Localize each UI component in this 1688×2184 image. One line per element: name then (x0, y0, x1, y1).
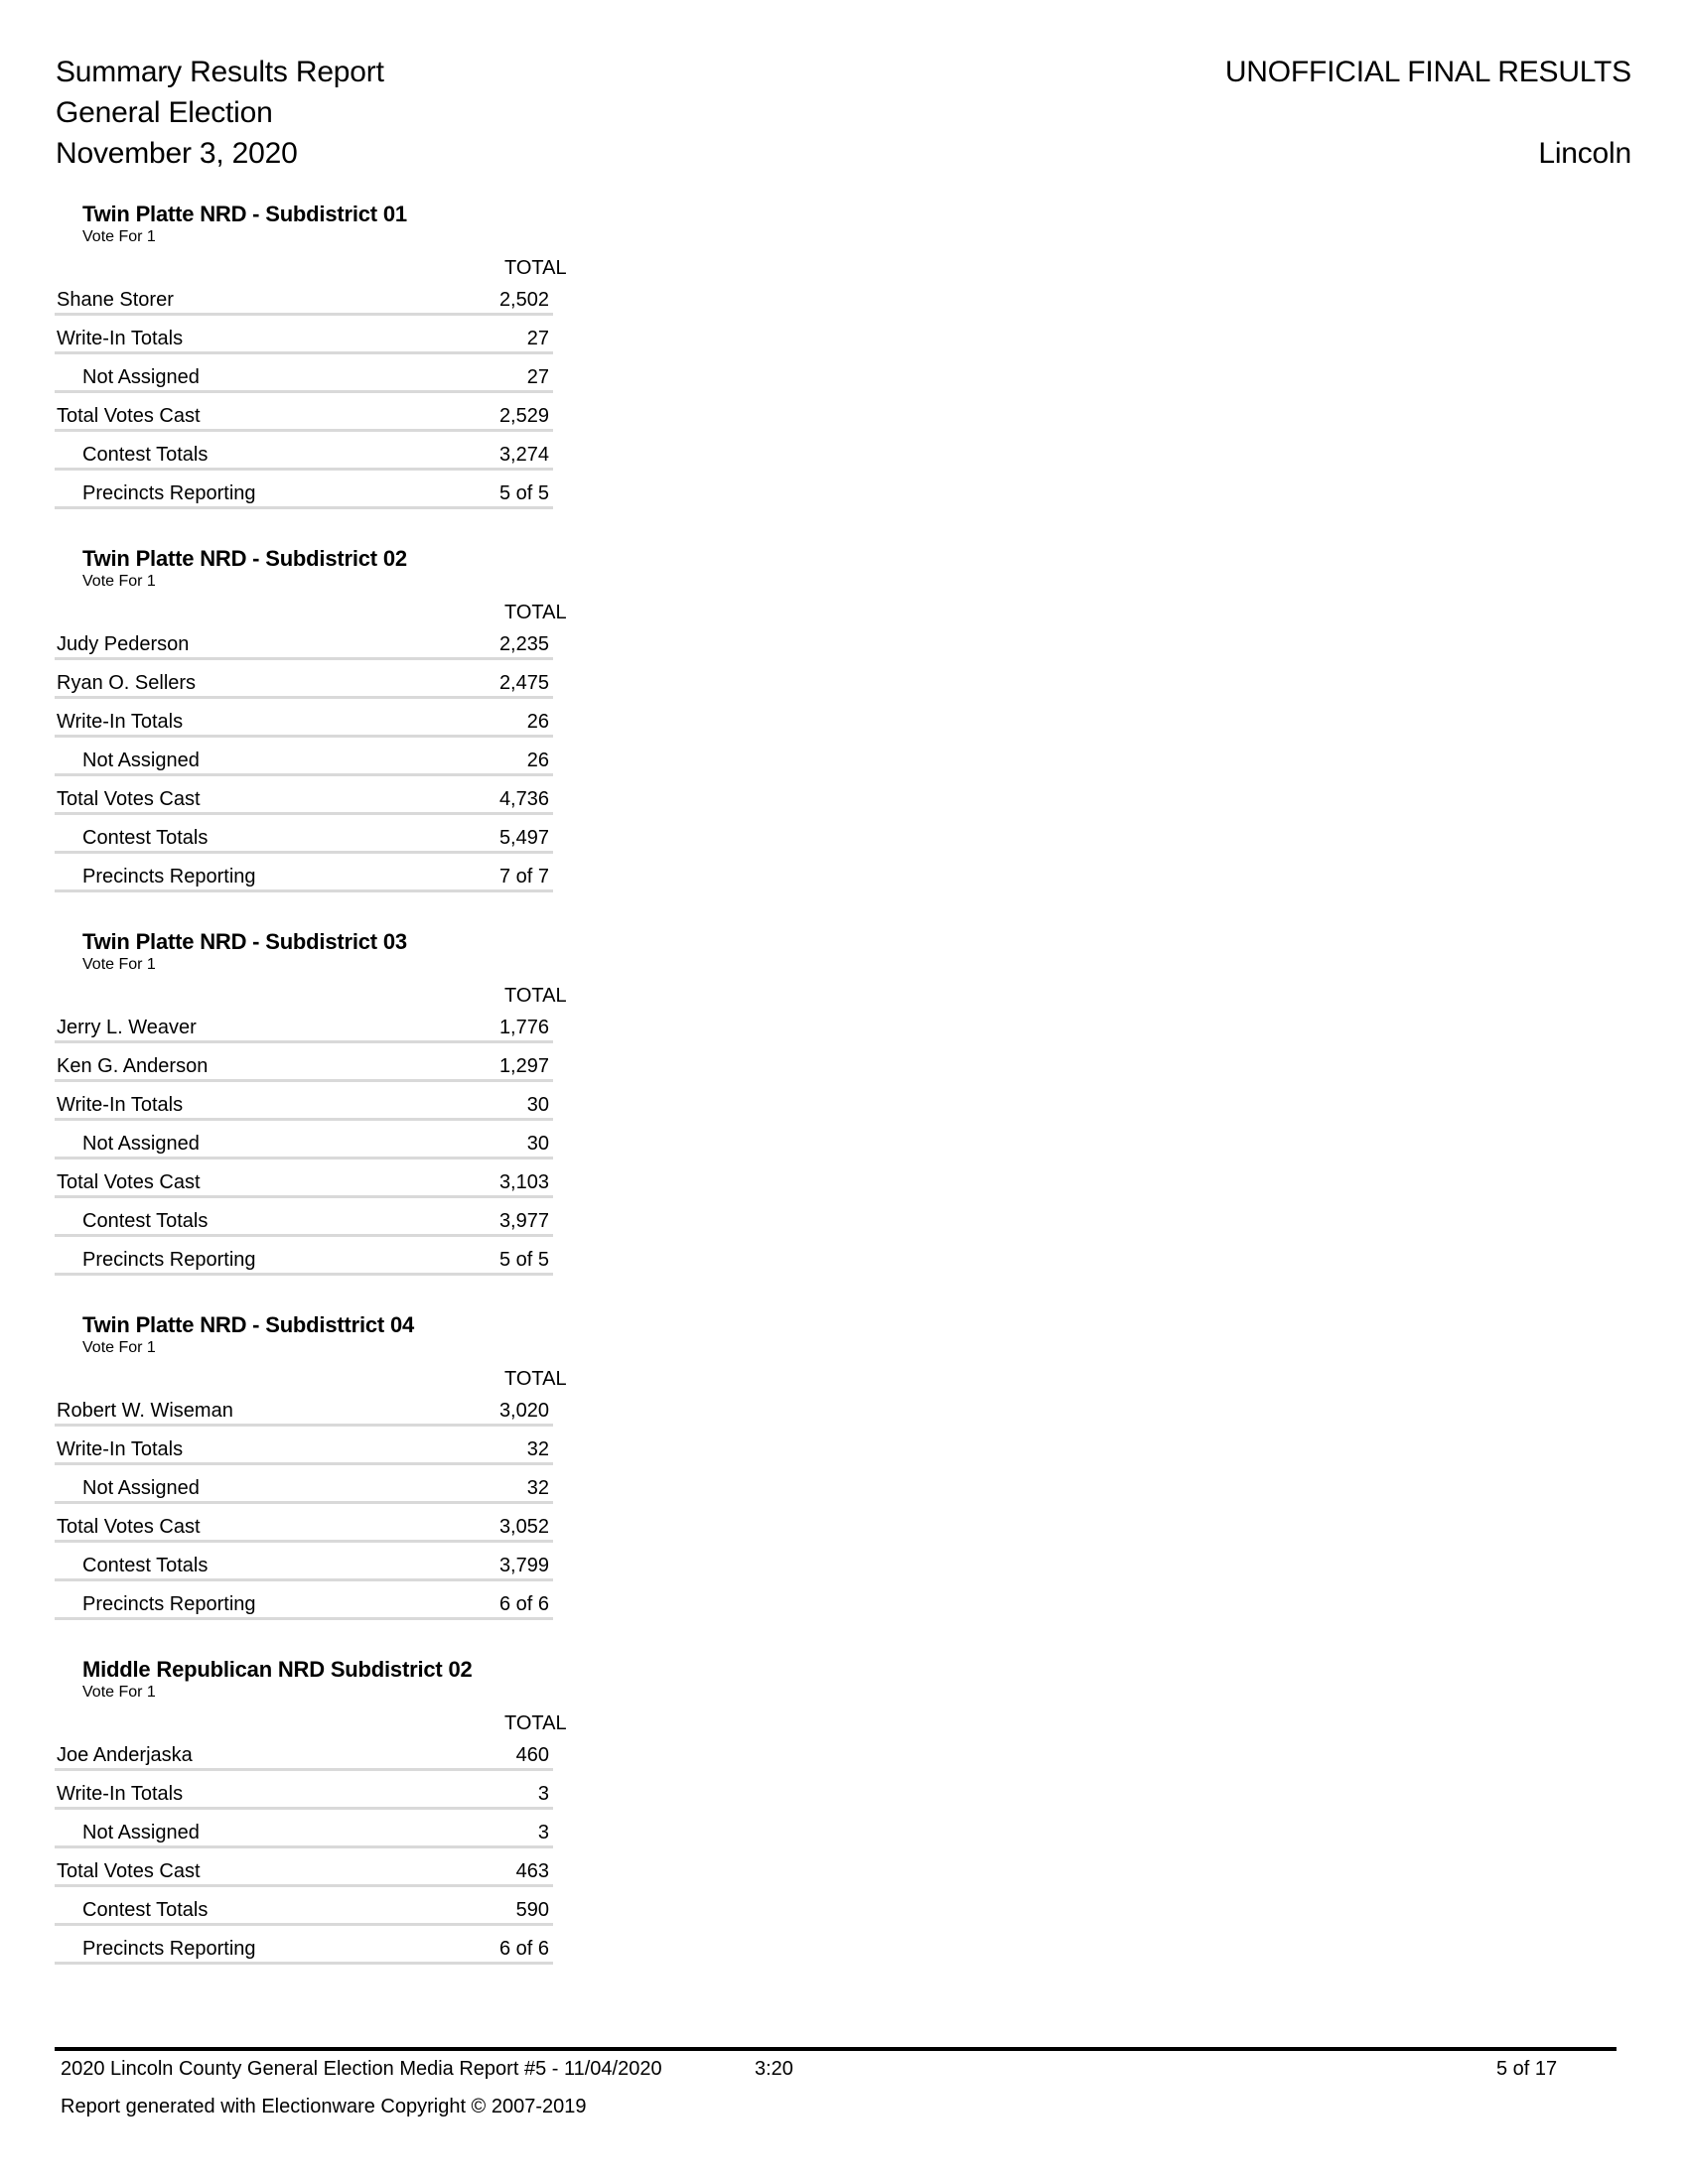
results-status: UNOFFICIAL FINAL RESULTS (1224, 56, 1631, 88)
result-label: Shane Storer (57, 289, 174, 311)
result-label: Contest Totals (82, 1555, 209, 1576)
result-row (55, 660, 553, 699)
result-label: Judy Pederson (57, 633, 190, 655)
result-value: 2,502 (498, 289, 549, 311)
result-row (55, 699, 553, 738)
result-row (55, 1198, 553, 1237)
result-value: 26 (526, 711, 549, 733)
result-row (55, 1427, 553, 1465)
result-row (55, 1504, 553, 1543)
election-name: General Election (56, 96, 273, 129)
result-row (55, 432, 553, 471)
result-label: Jerry L. Weaver (57, 1017, 197, 1038)
result-label: Total Votes Cast (57, 1516, 201, 1538)
contest-title: Twin Platte NRD - Subdistrict 01 (82, 202, 407, 226)
result-row (55, 738, 553, 776)
result-value: 27 (526, 328, 549, 349)
result-value: 3 (537, 1783, 549, 1805)
footer-copyright: Report generated with Electionware Copyright © 2007-2019 (61, 2096, 587, 2117)
result-value: 1,297 (498, 1055, 549, 1077)
result-row (55, 1771, 553, 1810)
result-label: Contest Totals (82, 444, 209, 466)
contest-title: Twin Platte NRD - Subdistrict 02 (82, 546, 407, 571)
result-value: 590 (515, 1899, 549, 1921)
result-row (55, 1848, 553, 1887)
result-value: 4,736 (498, 788, 549, 810)
election-date: November 3, 2020 (56, 137, 298, 170)
result-label: Contest Totals (82, 827, 209, 849)
contest-section (55, 546, 591, 892)
vote-for-label: Vote For 1 (82, 228, 156, 245)
result-row (55, 1388, 553, 1427)
result-value: 463 (515, 1860, 549, 1882)
result-value: 2,529 (498, 405, 549, 427)
result-value: 32 (526, 1438, 549, 1460)
result-value: 3,799 (498, 1555, 549, 1576)
result-label: Precincts Reporting (82, 1938, 256, 1960)
column-header-row (55, 975, 591, 1005)
total-column-header: TOTAL (504, 257, 567, 279)
result-row (55, 1887, 553, 1926)
result-label: Write-In Totals (57, 328, 184, 349)
county-name: Lincoln (1538, 137, 1631, 170)
total-column-header: TOTAL (504, 985, 567, 1007)
result-row (55, 815, 553, 854)
result-value: 6 of 6 (498, 1938, 549, 1960)
result-label: Total Votes Cast (57, 405, 201, 427)
result-label: Ken G. Anderson (57, 1055, 209, 1077)
result-label: Ryan O. Sellers (57, 672, 197, 694)
result-label: Write-In Totals (57, 711, 184, 733)
result-label: Joe Anderjaska (57, 1744, 193, 1766)
result-value: 3,052 (498, 1516, 549, 1538)
vote-for-label: Vote For 1 (82, 1339, 156, 1356)
result-row (55, 1543, 553, 1581)
page-number: 5 of 17 (1496, 2058, 1558, 2080)
result-label: Contest Totals (82, 1899, 209, 1921)
result-row (55, 393, 553, 432)
result-value: 32 (526, 1477, 549, 1499)
report-status-header (1225, 52, 1631, 174)
result-label: Precincts Reporting (82, 866, 256, 887)
result-value: 27 (526, 366, 549, 388)
contest-section (55, 1657, 591, 1965)
result-label: Not Assigned (82, 1133, 200, 1155)
result-row (55, 1581, 553, 1620)
result-row (55, 1043, 553, 1082)
result-row (55, 1160, 553, 1198)
footer-divider (55, 2047, 1617, 2051)
total-column-header: TOTAL (504, 1368, 567, 1390)
column-header-row (55, 592, 591, 621)
contest-list (55, 202, 591, 2001)
result-label: Precincts Reporting (82, 1249, 256, 1271)
result-value: 3,274 (498, 444, 549, 466)
result-row (55, 1082, 553, 1121)
result-label: Not Assigned (82, 366, 200, 388)
result-row (55, 1926, 553, 1965)
result-row (55, 277, 553, 316)
contest-section (55, 202, 591, 509)
result-value: 3,103 (498, 1171, 549, 1193)
result-value: 2,235 (498, 633, 549, 655)
contest-title: Twin Platte NRD - Subdistrict 03 (82, 929, 407, 954)
column-header-row (55, 1703, 591, 1732)
result-label: Precincts Reporting (82, 1593, 256, 1615)
contest-section (55, 929, 591, 1276)
contest-section (55, 1312, 591, 1620)
result-value: 3 (537, 1822, 549, 1843)
column-header-row (55, 247, 591, 277)
result-label: Write-In Totals (57, 1094, 184, 1116)
result-label: Total Votes Cast (57, 788, 201, 810)
result-label: Precincts Reporting (82, 482, 256, 504)
result-value: 5,497 (498, 827, 549, 849)
vote-for-label: Vote For 1 (82, 1684, 156, 1701)
result-value: 5 of 5 (498, 1249, 549, 1271)
result-value: 7 of 7 (498, 866, 549, 887)
total-column-header: TOTAL (504, 602, 567, 623)
result-value: 30 (526, 1133, 549, 1155)
result-row (55, 1121, 553, 1160)
result-value: 1,776 (498, 1017, 549, 1038)
result-label: Write-In Totals (57, 1783, 184, 1805)
report-title: Summary Results Report (56, 56, 384, 88)
result-label: Contest Totals (82, 1210, 209, 1232)
result-label: Write-In Totals (57, 1438, 184, 1460)
result-value: 460 (515, 1744, 549, 1766)
result-row (55, 621, 553, 660)
result-row (55, 1005, 553, 1043)
result-value: 6 of 6 (498, 1593, 549, 1615)
result-value: 3,977 (498, 1210, 549, 1232)
contest-title: Twin Platte NRD - Subdisttrict 04 (82, 1312, 415, 1337)
result-label: Total Votes Cast (57, 1171, 201, 1193)
result-row (55, 1237, 553, 1276)
result-value: 3,020 (498, 1400, 549, 1422)
result-label: Not Assigned (82, 1822, 200, 1843)
result-value: 2,475 (498, 672, 549, 694)
result-value: 5 of 5 (498, 482, 549, 504)
result-label: Not Assigned (82, 1477, 200, 1499)
result-row (55, 1465, 553, 1504)
total-column-header: TOTAL (504, 1712, 567, 1734)
result-row (55, 354, 553, 393)
result-row (55, 316, 553, 354)
vote-for-label: Vote For 1 (82, 956, 156, 973)
result-label: Not Assigned (82, 750, 200, 771)
result-row (55, 776, 553, 815)
column-header-row (55, 1358, 591, 1388)
contest-title: Middle Republican NRD Subdistrict 02 (82, 1657, 473, 1682)
result-value: 30 (526, 1094, 549, 1116)
footer-report-name: 2020 Lincoln County General Election Media Report #5 - 11/04/2020 (61, 2058, 662, 2080)
footer-time: 3:20 (755, 2058, 793, 2080)
result-row (55, 854, 553, 892)
result-value: 26 (526, 750, 549, 771)
vote-for-label: Vote For 1 (82, 573, 156, 590)
result-label: Total Votes Cast (57, 1860, 201, 1882)
result-row (55, 1732, 553, 1771)
result-row (55, 1810, 553, 1848)
result-row (55, 471, 553, 509)
report-header (56, 52, 384, 174)
result-label: Robert W. Wiseman (57, 1400, 233, 1422)
